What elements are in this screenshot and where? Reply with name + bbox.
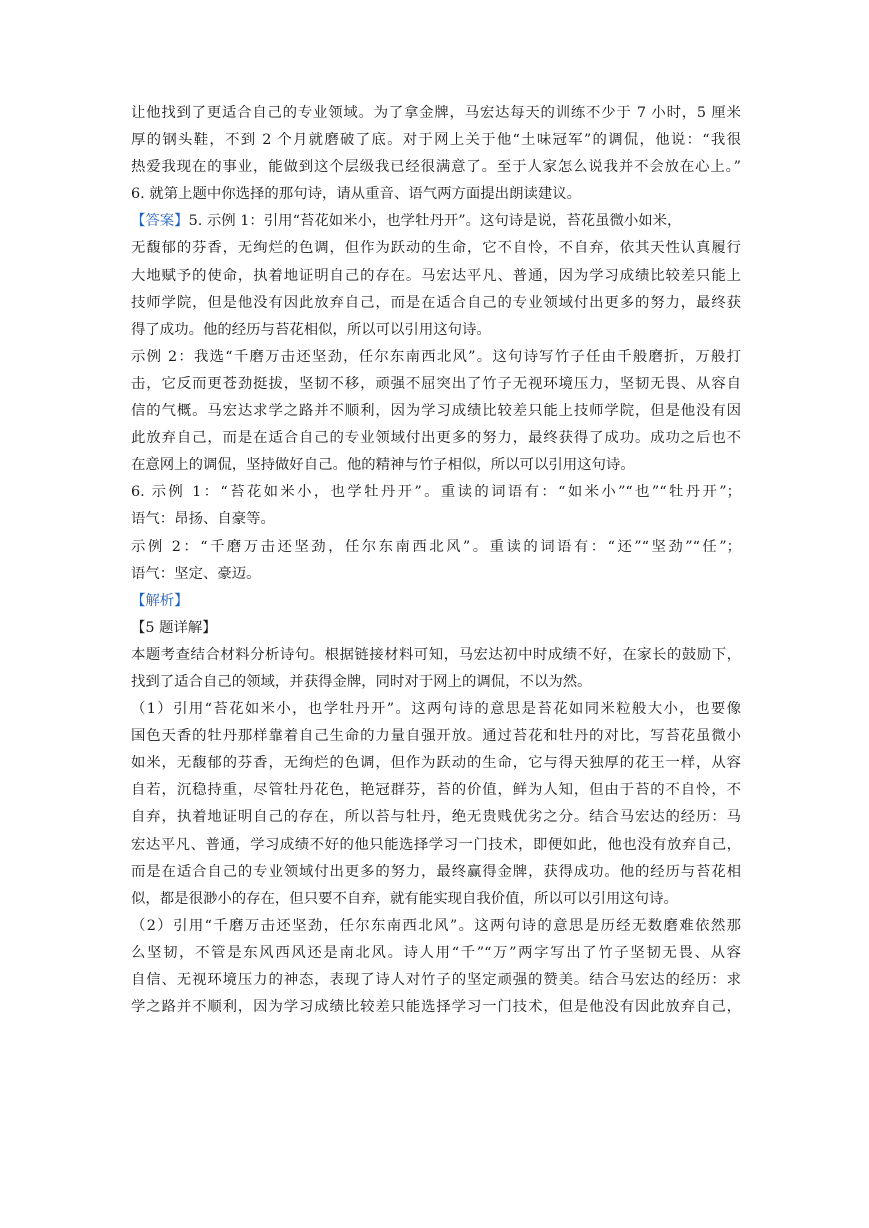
text-line: 示例 2：“千磨万击还坚劲，任尔东南西北风”。重读的词语有：“还”“坚劲”“任”； (131, 538, 741, 555)
text-line: 6. 示例 1：“苔花如米小，也学牡丹开”。重读的词语有：“如米小”“也”“牡丹开”； (131, 484, 741, 501)
text-line: 自若，沉稳持重，尽管牡丹花色，艳冠群芬，苔的价值，鲜为人知，但由于苔的不自怜，不 (131, 782, 741, 799)
analysis-tag: 【解析】 (131, 592, 189, 609)
text-line: 此放弃自己，而是在适合自己的专业领域付出更多的努力，最终获得了成功。成功之后也不 (131, 430, 741, 447)
text-line: 得了成功。他的经历与苔花相似，所以可以引用这句诗。 (131, 321, 491, 338)
text-line: 厚的钢头鞋，不到 2 个月就磨破了底。对于网上关于他“土味冠军”的调侃，他说：“我很 (131, 132, 741, 149)
text-line: （1）引用“苔花如米小，也学牡丹开”。这两句诗的意思是苔花如同米粒般大小，也要像 (131, 701, 741, 718)
text-line: 学之路并不顺利，因为学习成绩比较差只能选择学习一门技术，但是他没有因此放弃自己， (131, 999, 741, 1016)
text-line: 在意网上的调侃，坚持做好自己。他的精神与竹子相似，所以可以引用这句诗。 (131, 457, 635, 474)
text-line: 让他找到了更适合自己的专业领域。为了拿金牌，马宏达每天的训练不少于 7 小时，5 厘米 (131, 105, 741, 121)
text-line: 自信、无视环境压力的神态，表现了诗人对竹子的坚定顽强的赞美。结合马宏达的经历：求 (131, 972, 741, 988)
text-line: 如米，无馥郁的芬香，无绚烂的色调，但作为跃动的生命，它与得天独厚的花王一样，从容 (131, 755, 741, 772)
document-page (131, 100, 741, 1021)
text-line: 似，都是很渺小的存在，但只要不自弃，就有能实现自我价值，所以可以引用这句诗。 (131, 890, 678, 907)
text-line: 大地赋予的使命，执着地证明自己的存在。马宏达平凡、普通，因为学习成绩比较差只能上 (131, 267, 741, 284)
section-heading: 【5 题详解】 (131, 619, 217, 636)
text-line: 么坚韧，不管是东风西风还是南北风。诗人用“千”“万”两字写出了竹子坚韧无畏、从容 (131, 944, 741, 961)
text-line: 技师学院，但是他没有因此放弃自己，而是在适合自己的专业领域付出更多的努力，最终获 (131, 294, 741, 311)
text-line: 信的气概。马宏达求学之路并不顺利，因为学习成绩比较差只能上技师学院，但是他没有因 (131, 403, 741, 420)
text-line: 找到了适合自己的领域，并获得金牌，同时对于网上的调侃，不以为然。 (131, 673, 592, 690)
answer-line (131, 208, 741, 235)
question-6: 6. 就第上题中你选择的那句诗，请从重音、语气两方面提出朗读建议。 (131, 186, 582, 203)
text-line: 击，它反而更苍劲挺拔，坚韧不移，顽强不屈突出了竹子无视环境压力，坚韧无畏、从容自 (131, 375, 741, 392)
text-line: 语气：昂扬、自豪等。 (131, 511, 275, 528)
answer-tag: 【答案】 (131, 213, 189, 230)
text-line: 语气：坚定、豪迈。 (131, 565, 261, 582)
text-line: 宏达平凡、普通，学习成绩不好的他只能选择学习一门技术，即便如此，他也没有放弃自己， (131, 836, 741, 853)
text-line: 国色天香的牡丹那样靠着自己生命的力量自强开放。通过苔花和牡丹的对比，写苔花虽微小 (131, 728, 741, 745)
text-line: 而是在适合自己的专业领域付出更多的努力，最终赢得金牌，获得成功。他的经历与苔花相 (131, 863, 741, 880)
answer-text: 5. 示例 1：引用“苔花如米小，也学牡丹开”。这句诗是说，苔花虽微小如米， (188, 213, 682, 230)
text-line: 无馥郁的芬香，无绚烂的色调，但作为跃动的生命，它不自怜，不自弃，依其天性认真履行 (131, 240, 741, 257)
text-line: 本题考查结合材料分析诗句。根据链接材料可知，马宏达初中时成绩不好，在家长的鼓励下， (131, 646, 741, 663)
text-line: 热爱我现在的事业，能做到这个层级我已经很满意了。至于人家怎么说我并不会放在心上。” (131, 159, 741, 176)
text-line: （2）引用“千磨万击还坚劲，任尔东南西北风”。这两句诗的意思是历经无数磨难依然那 (131, 917, 741, 934)
text-line: 自弃，执着地证明自己的存在，所以苔与牡丹，绝无贵贱优劣之分。结合马宏达的经历：马 (131, 809, 741, 826)
text-line: 示例 2：我选“千磨万击还坚劲，任尔东南西北风”。这句诗写竹子任由千般磨折，万般打 (131, 348, 741, 365)
